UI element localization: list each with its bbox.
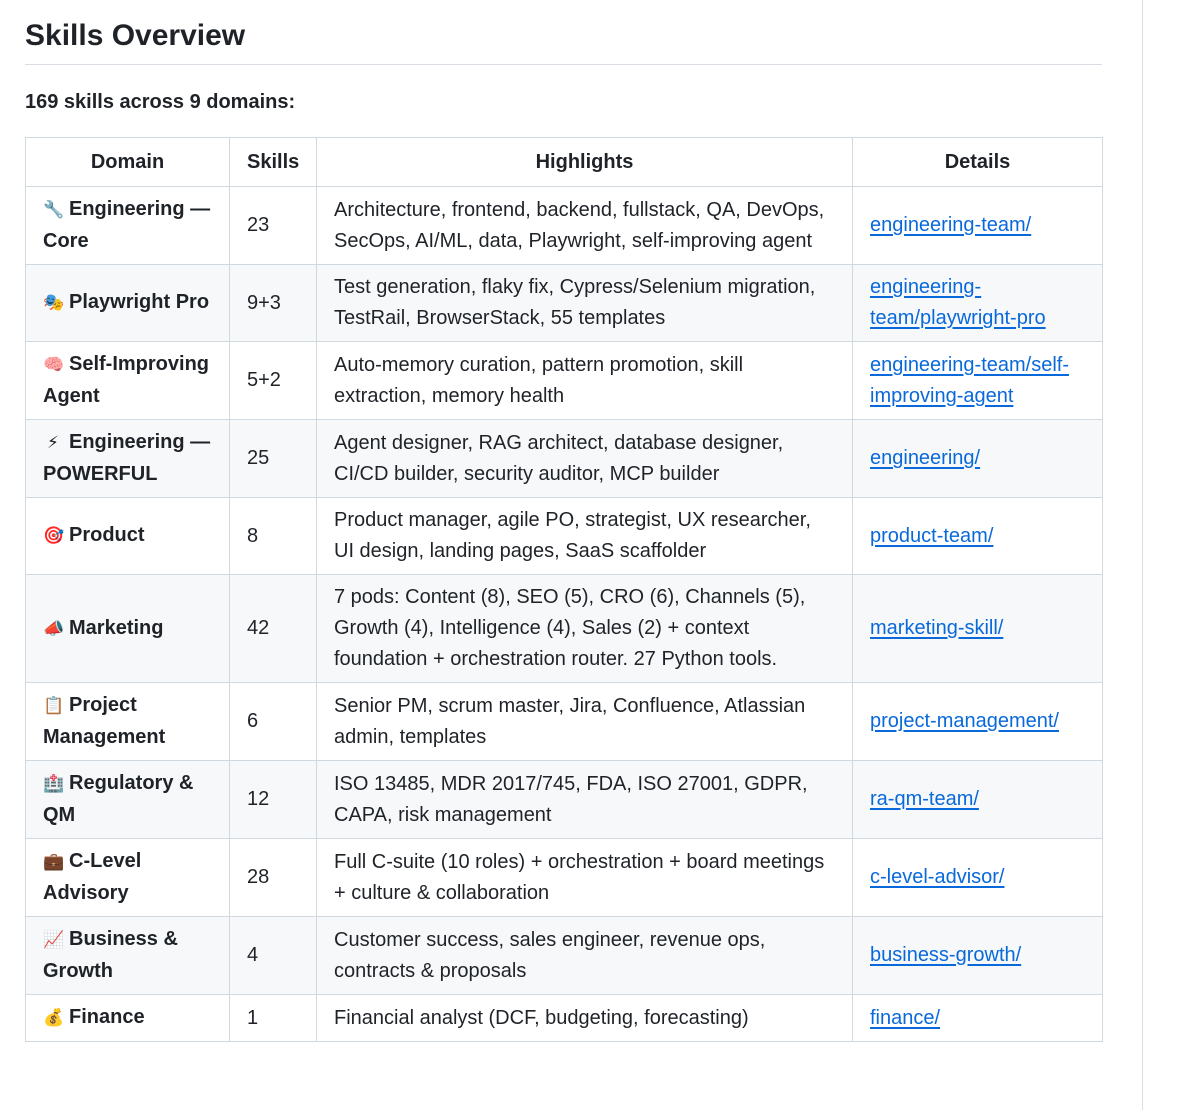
table-row (26, 917, 1103, 995)
highlights-cell: ISO 13485, MDR 2017/745, FDA, ISO 27001, GDPR, CAPA, risk management (317, 761, 853, 839)
money-bag-icon: 💰 (43, 1008, 65, 1028)
domain-cell (26, 761, 230, 839)
skills-summary: 169 skills across 9 domains: (25, 91, 296, 113)
domain-name: Finance (69, 1006, 145, 1028)
header-domain: Domain (26, 138, 230, 187)
header-details: Details (853, 138, 1103, 187)
domain-name: Self-Improving Agent (43, 353, 210, 407)
lightning-icon: ⚡ (47, 433, 59, 453)
details-link[interactable]: finance/ (870, 1006, 941, 1029)
domain-cell (26, 420, 230, 498)
details-cell (853, 683, 1103, 761)
highlights-cell: Customer success, sales engineer, revenue ops, contracts & proposals (317, 917, 853, 995)
table-header (26, 138, 1103, 187)
details-cell (853, 187, 1103, 265)
target-icon: 🎯 (43, 526, 65, 546)
domain-name: Playwright Pro (69, 291, 210, 313)
details-link[interactable]: c-level-advisor/ (870, 866, 1005, 888)
domain-name: Regulatory & QM (43, 772, 194, 826)
highlights-cell: Architecture, frontend, backend, fullstack, QA, DevOps, SecOps, AI/ML, data, Playwright, self-improving agent (317, 187, 853, 265)
skills-count-cell: 4 (230, 917, 317, 995)
details-link[interactable]: project-management/ (870, 710, 1059, 732)
domain-name: Product (69, 524, 145, 546)
table-row (26, 498, 1103, 575)
details-cell (853, 839, 1103, 917)
details-link[interactable]: ra-qm-team/ (870, 788, 979, 810)
domain-cell (26, 265, 230, 342)
wrench-icon: 🔧 (43, 200, 65, 220)
clipboard-icon: 📋 (43, 696, 65, 716)
details-link[interactable]: engineering-team/playwright-pro (870, 276, 1046, 329)
details-link[interactable]: marketing-skill/ (870, 617, 1004, 639)
details-link[interactable]: product-team/ (870, 524, 994, 547)
details-cell (853, 265, 1103, 342)
highlights-cell: Auto-memory curation, pattern promotion, skill extraction, memory health (317, 342, 853, 420)
section-heading: Skills Overview (25, 0, 1102, 65)
table-row (26, 683, 1103, 761)
domain-name: Marketing (69, 616, 164, 639)
details-link[interactable]: engineering-team/self-improving-agent (870, 353, 1069, 407)
table-row (26, 342, 1103, 420)
table-row (26, 187, 1103, 265)
briefcase-icon: 💼 (43, 852, 65, 872)
details-link[interactable]: business-growth/ (870, 944, 1022, 966)
domain-name: Engineering — Core (43, 198, 211, 252)
domain-cell (26, 498, 230, 575)
hospital-icon: 🏥 (43, 774, 65, 794)
table-body (26, 187, 1103, 1042)
skills-count-cell: 12 (230, 761, 317, 839)
skills-count-cell: 9+3 (230, 265, 317, 342)
details-cell (853, 917, 1103, 995)
details-link[interactable]: engineering-team/ (870, 214, 1032, 236)
skills-count-cell: 23 (230, 187, 317, 265)
table-row (26, 265, 1103, 342)
header-skills: Skills (230, 138, 317, 187)
highlights-cell: Financial analyst (DCF, budgeting, forecasting) (317, 995, 853, 1042)
table-row (26, 995, 1103, 1042)
domain-cell (26, 917, 230, 995)
details-cell (853, 342, 1103, 420)
skills-count-cell: 1 (230, 995, 317, 1042)
highlights-cell: Full C-suite (10 roles) + orchestration + board meetings + culture & collaboration (317, 839, 853, 917)
performing-arts-icon: 🎭 (43, 293, 65, 313)
page-right-border (1142, 0, 1143, 1110)
highlights-cell: Agent designer, RAG architect, database designer, CI/CD builder, security auditor, MCP builder (317, 420, 853, 498)
skills-count-cell: 5+2 (230, 342, 317, 420)
table-row (26, 420, 1103, 498)
details-cell (853, 575, 1103, 683)
details-cell (853, 420, 1103, 498)
domain-name: Engineering — POWERFUL (43, 431, 211, 485)
domain-cell (26, 995, 230, 1042)
domain-name: Project Management (43, 694, 166, 748)
details-cell (853, 498, 1103, 575)
domain-cell (26, 683, 230, 761)
skills-count-cell: 25 (230, 420, 317, 498)
table-header-row (26, 138, 1103, 187)
highlights-cell: 7 pods: Content (8), SEO (5), CRO (6), Channels (5), Growth (4), Intelligence (4), Sales (2) + context foundation + orchestration router. 27 Python tools. (317, 575, 853, 683)
chart-increasing-icon: 📈 (43, 930, 65, 950)
skills-count-cell: 42 (230, 575, 317, 683)
highlights-cell: Product manager, agile PO, strategist, UX researcher, UI design, landing pages, SaaS scaffolder (317, 498, 853, 575)
skills-count-cell: 28 (230, 839, 317, 917)
domain-cell (26, 575, 230, 683)
domain-cell (26, 839, 230, 917)
table-row (26, 761, 1103, 839)
readme-content (25, 0, 1102, 1042)
skills-count-cell: 8 (230, 498, 317, 575)
details-cell (853, 995, 1103, 1042)
megaphone-icon: 📣 (43, 618, 65, 639)
brain-icon: 🧠 (43, 355, 65, 375)
highlights-cell: Test generation, flaky fix, Cypress/Selenium migration, TestRail, BrowserStack, 55 templates (317, 265, 853, 342)
header-highlights: Highlights (317, 138, 853, 187)
domain-cell (26, 187, 230, 265)
details-link[interactable]: engineering/ (870, 447, 981, 469)
domain-name: C-Level Advisory (43, 850, 142, 904)
domain-name: Business & Growth (43, 928, 178, 982)
table-row (26, 839, 1103, 917)
skills-table (25, 137, 1103, 1042)
highlights-cell: Senior PM, scrum master, Jira, Confluence, Atlassian admin, templates (317, 683, 853, 761)
table-row (26, 575, 1103, 683)
skills-count-cell: 6 (230, 683, 317, 761)
details-cell (853, 761, 1103, 839)
domain-cell (26, 342, 230, 420)
